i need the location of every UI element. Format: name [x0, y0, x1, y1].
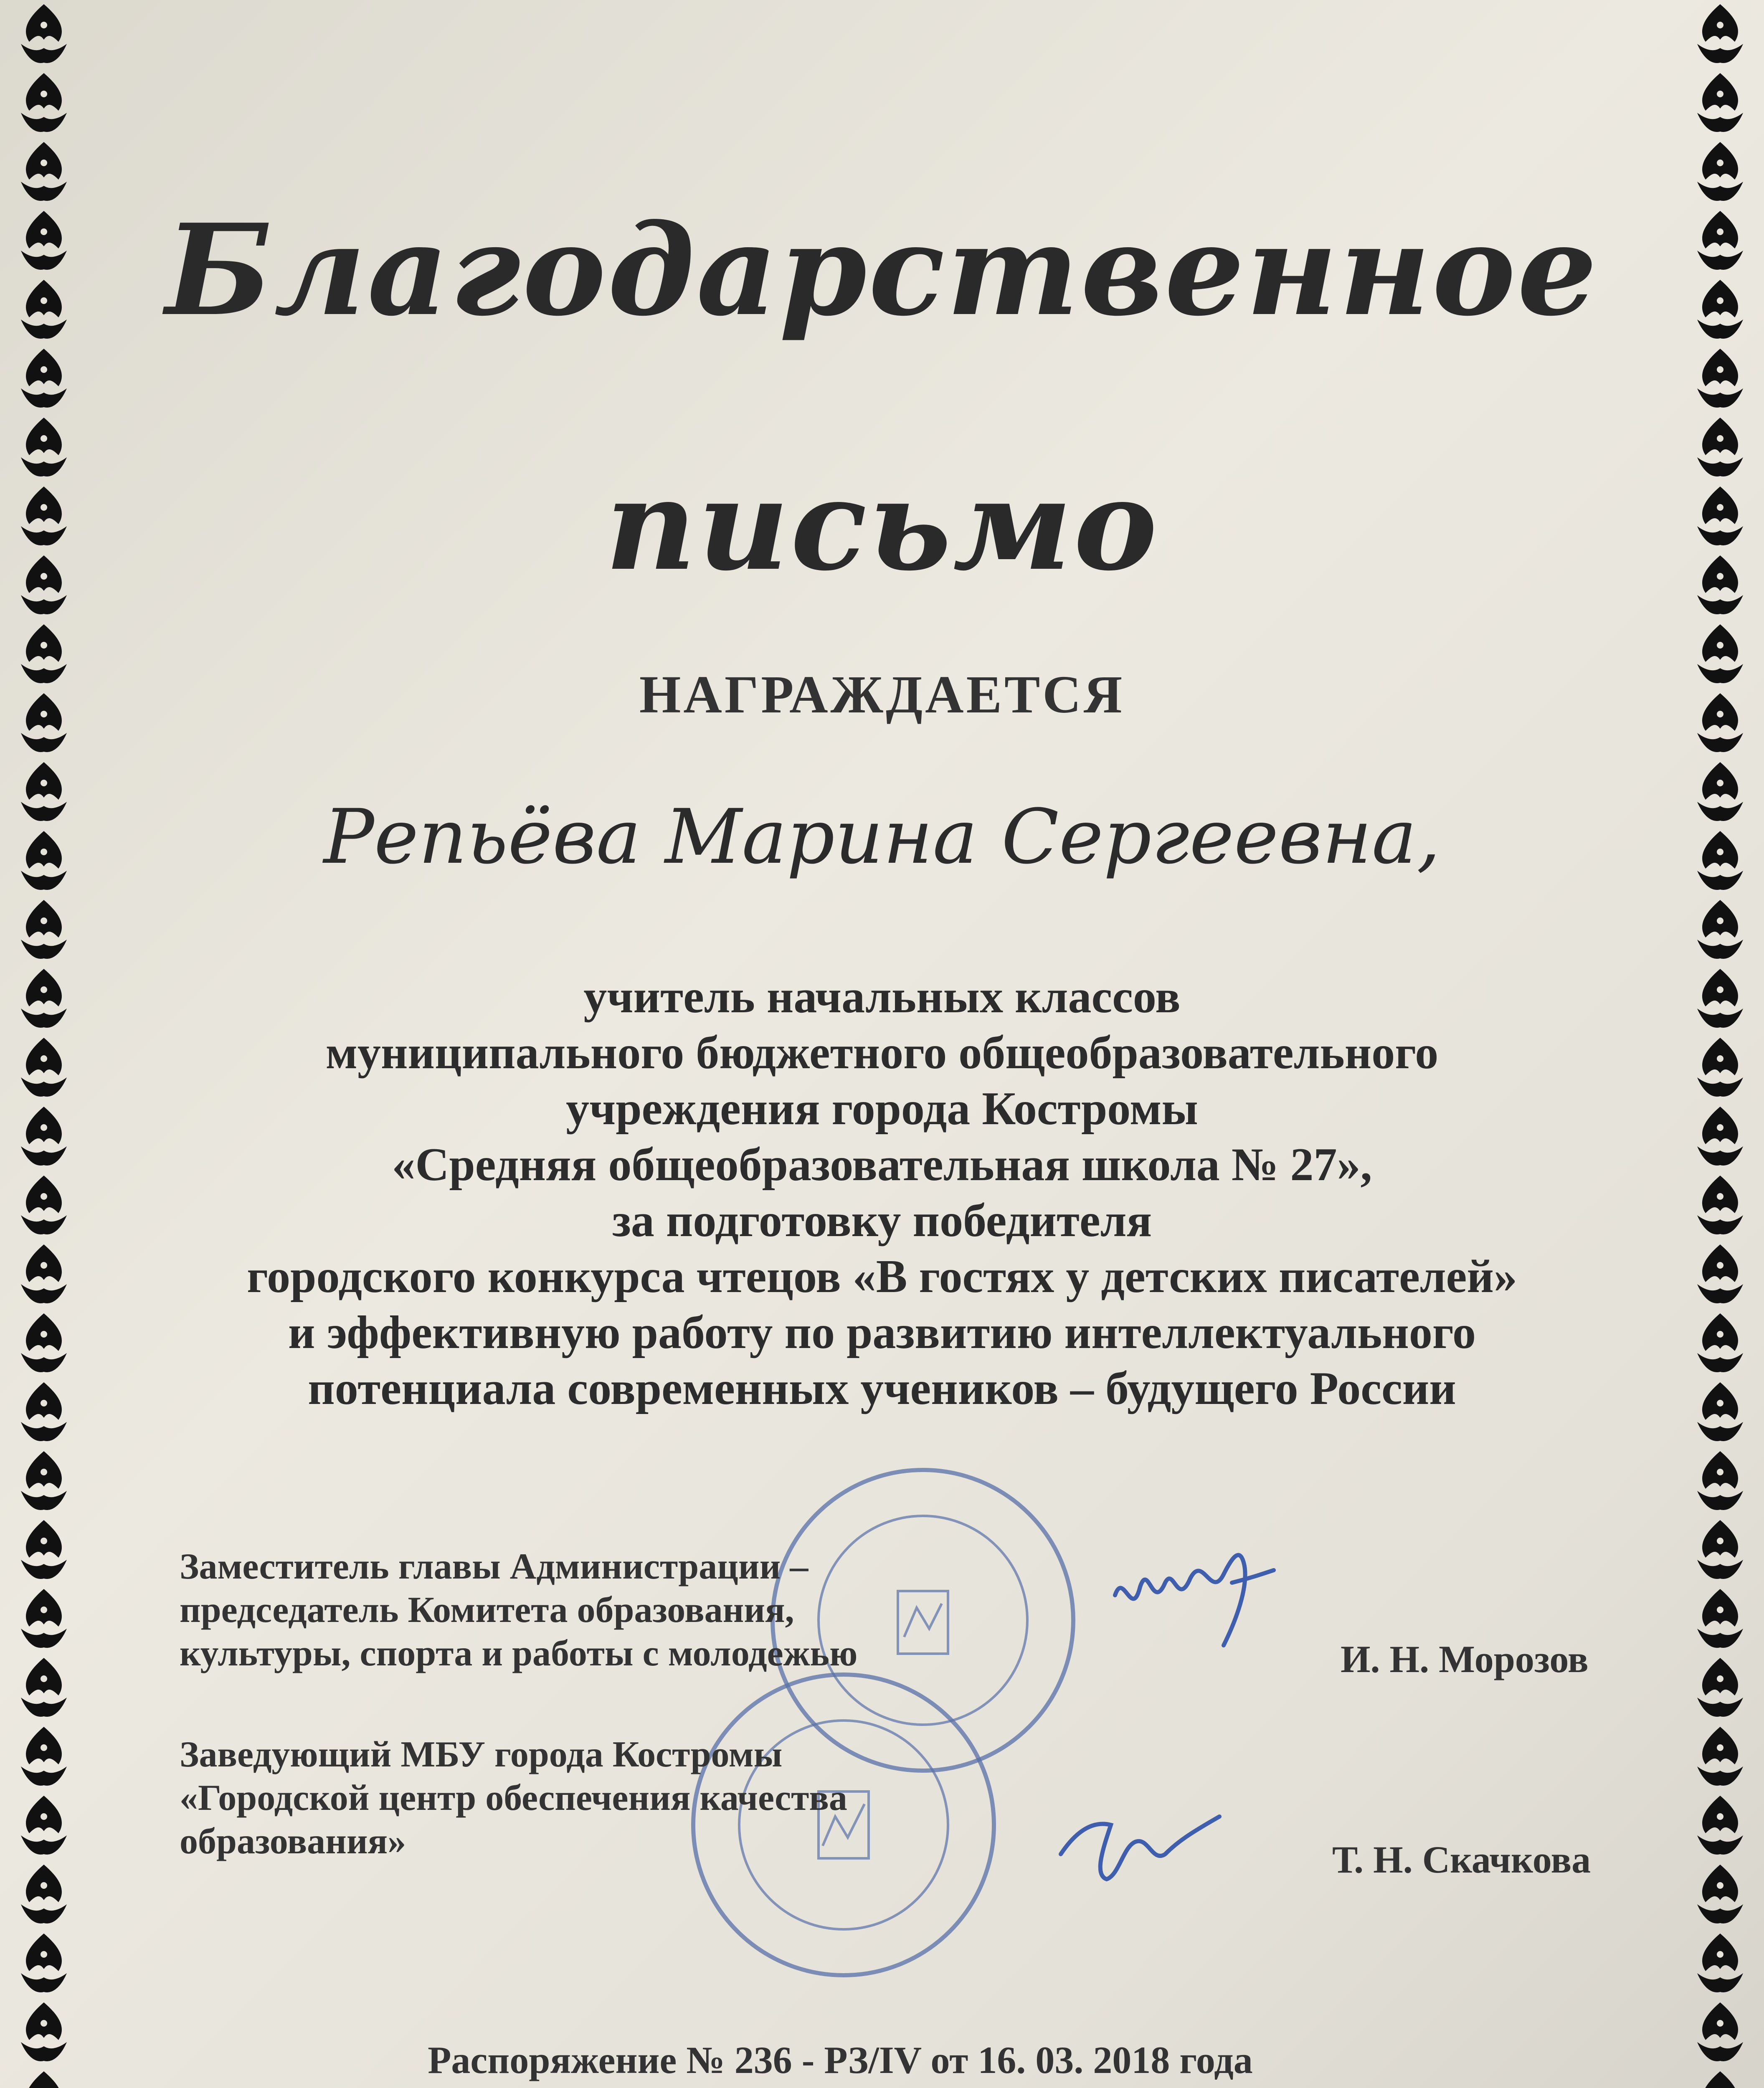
position-line: Заведующий МБУ города Костромы [180, 1734, 783, 1775]
body-line: «Средняя общеобразовательная школа № 27», [392, 1139, 1372, 1191]
ornament-motif [1697, 1865, 1743, 1923]
ornament-motif [1697, 1589, 1743, 1648]
ornament-motif [21, 1244, 67, 1303]
ornament-motif [1697, 73, 1743, 132]
ornament-motif [21, 1107, 67, 1166]
position-line: образования» [180, 1821, 406, 1862]
ornament-motif [1697, 900, 1743, 959]
ornament-motif [1697, 1313, 1743, 1372]
order-reference: Распоряжение № 236 - РЗ/IV от 16. 03. 2018 года [428, 2039, 1253, 2081]
ornament-motif [1697, 349, 1743, 408]
signature-2 [1052, 1792, 1228, 1900]
ornament-motif [21, 1313, 67, 1372]
ornament-motif [21, 73, 67, 132]
signatory-1-position [180, 1545, 857, 1675]
ornament-motif [1697, 142, 1743, 201]
ornament-motif [21, 349, 67, 408]
ornament-motif [1697, 1382, 1743, 1441]
body-line: городского конкурса чтецов «В гостях у детских писателей» [247, 1251, 1517, 1302]
ornament-motif [21, 1933, 67, 1992]
title-line-1: Благодарственное [165, 196, 1599, 344]
signatory-2-name: Т. Н. Скачкова [1332, 1838, 1591, 1881]
ornament-motif [1697, 1933, 1743, 1992]
ornament-motif [21, 1520, 67, 1579]
ornament-motif [21, 142, 67, 201]
ornament-motif [1697, 4, 1743, 63]
position-line: культуры, спорта и работы с молодежью [180, 1633, 858, 1674]
ornament-motif [1697, 1796, 1743, 1855]
signatory-2-position [180, 1733, 847, 1863]
position-line: Заместитель главы Администрации – [180, 1546, 808, 1587]
ornament-motif [1697, 1244, 1743, 1303]
ornament-motif [21, 900, 67, 959]
ornament-motif [1697, 1658, 1743, 1717]
award-body [125, 969, 1639, 1416]
position-line: «Городской центр обеспечения качества [180, 1778, 847, 1818]
ornament-motif [1697, 1451, 1743, 1510]
ornament-motif [1697, 1520, 1743, 1579]
ornament-motif [21, 1658, 67, 1717]
ornament-motif [21, 1796, 67, 1855]
ornament-motif [1697, 1176, 1743, 1234]
ornament-motif [1697, 969, 1743, 1028]
ornament-motif [21, 4, 67, 63]
ornament-motif [21, 1176, 67, 1234]
body-line: муниципального бюджетного общеобразовательного [325, 1027, 1439, 1079]
ornament-motif [21, 1589, 67, 1648]
recipient-name: Репьёва Марина Сергеевна, [323, 793, 1441, 881]
body-line: и эффективную работу по развитию интеллектуального [288, 1307, 1476, 1358]
ornament-motif [21, 1382, 67, 1441]
signature-1 [1107, 1528, 1282, 1662]
body-line: учитель начальных классов [583, 971, 1181, 1023]
signatory-1-name: И. Н. Морозов [1341, 1638, 1589, 1680]
ornament-motif [21, 969, 67, 1028]
position-line: председатель Комитета образования, [180, 1590, 794, 1630]
ornament-motif [21, 1038, 67, 1097]
ornament-motif [21, 1451, 67, 1510]
ornament-motif [1697, 1727, 1743, 1786]
ornament-motif [21, 1727, 67, 1786]
ornament-motif [1697, 1107, 1743, 1166]
body-line: учреждения города Костромы [566, 1083, 1198, 1135]
ornament-motif [21, 1865, 67, 1923]
title-line-2: письмо [605, 451, 1159, 598]
body-line: за подготовку победителя [612, 1195, 1152, 1247]
body-line: потенциала современных учеников – будущего России [308, 1363, 1456, 1414]
award-label: НАГРАЖДАЕТСЯ [639, 665, 1125, 724]
ornament-motif [1697, 1038, 1743, 1097]
